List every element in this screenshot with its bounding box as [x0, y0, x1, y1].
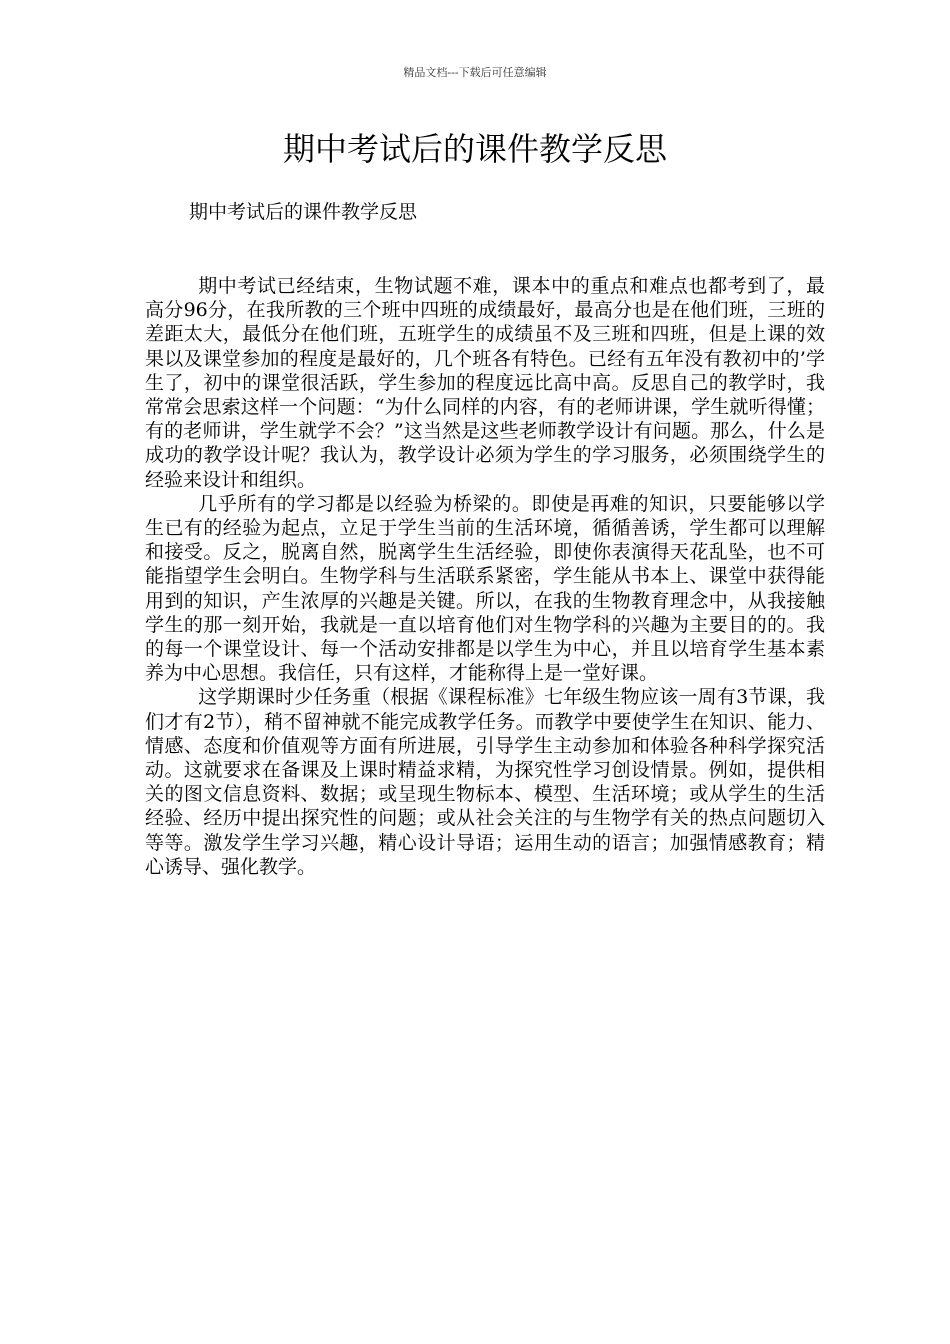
paragraph-3: 这学期课时少任务重（根据《课程标准》七年级生物应该一周有3节课，我们才有2节），稍不留神就不能完成教学任务。而教学中要使学生在知识、能力、情感、态度和价值观等方面有所进展，引导学生主动参加和体验各种科学探究活动。这就要求在备课及上课时精益求精，为探究性学习创设情景。例如，提供相关的图文信息资料、数据；或呈现生物标本、模型、生活环境；或从学生的生活经验、经历中提出探究性的问题；或从社会关注的与生物学有关的热点问题切入等等。激发学生学习兴趣，精心设计导语；运用生动的语言；加强情感教育；精心诱导、强化教学。 [145, 686, 825, 878]
paragraph-2: 几乎所有的学习都是以经验为桥梁的。即使是再难的知识，只要能够以学生已有的经验为起点，立足于学生当前的生活环境，循循善诱，学生都可以理解和接受。反之，脱离自然，脱离学生生活经验，即使你表演得天花乱坠，也不可能指望学生会明白。生物学科与生活联系紧密，学生能从书本上、课堂中获得能用到的知识，产生浓厚的兴趣是关键。所以，在我的生物教育理念中，从我接触学生的那一刻开始，我就是一直以培育他们对生物学科的兴趣为主要目的的。我的每一个课堂设计、每一个活动安排都是以学生为中心，并且以培育学生基本素养为中心思想。我信任，只有这样，才能称得上是一堂好课。 [145, 492, 825, 685]
document-subtitle: 期中考试后的课件教学反思 [189, 201, 418, 223]
document-title: 期中考试后的课件教学反思 [282, 130, 667, 168]
header-note: 精品文档---下载后可任意编辑 [403, 66, 547, 79]
document-body [145, 274, 825, 879]
paragraph-1: 期中考试已经结束，生物试题不难，课本中的重点和难点也都考到了，最高分96分，在我所教的三个班中四班的成绩最好，最高分也是在他们班，三班的差距太大，最低分在他们班，五班学生的成绩虽不及三班和四班，但是上课的效果以及课堂参加的程度是最好的，几个班各有特色。已经有五年没有教初中的’学生了，初中的课堂很活跃，学生参加的程度远比高中高。反思自己的教学时，我常常会思索这样一个问题：“为什么同样的内容，有的老师讲课，学生就听得懂；有的老师讲，学生就学不会？”这当然是这些老师教学设计有问题。那么，什么是成功的教学设计呢？我认为，教学设计必须为学生的学习服务，必须围绕学生的经验来设计和组织。 [145, 275, 825, 491]
